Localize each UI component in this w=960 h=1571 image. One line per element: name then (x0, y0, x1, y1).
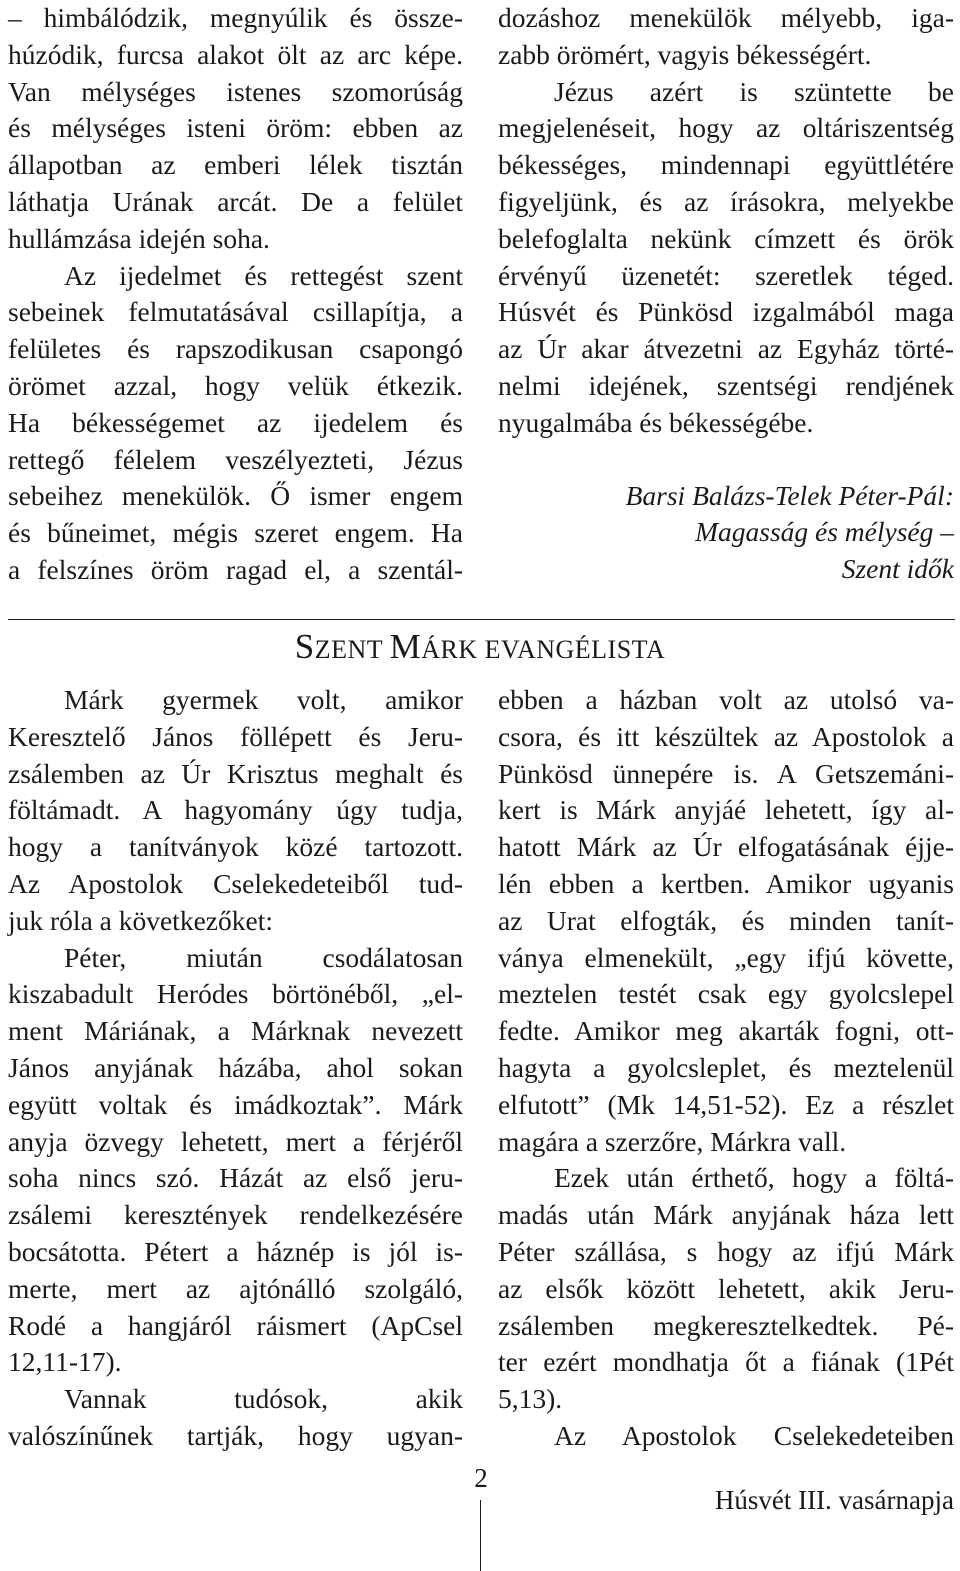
text-line: Jézus azért is szüntette be (554, 75, 954, 107)
text-line: csora, és itt készültek az Apostolok a (498, 720, 954, 752)
text-line: Rodé a hangjáról ráismert (ApCsel (8, 1309, 463, 1341)
text-line: az elsők között lehetett, akik Jeru- (498, 1272, 954, 1304)
attribution-author: Barsi Balázs-Telek Péter-Pál: (625, 479, 954, 511)
section-divider (8, 619, 955, 620)
text-line: anyja özvegy lehetett, mert a férjéről (8, 1125, 463, 1157)
text-line: az Urat elfogták, és minden tanít- (498, 904, 954, 936)
text-line: megjelenéseit, hogy az oltáriszentség (498, 112, 954, 144)
text-line: rettegő félelem veszélyezteti, Jézus (8, 443, 463, 475)
text-line: húzódik, furcsa alakot ölt az arc képe. (8, 38, 463, 70)
text-line: – himbálódzik, megnyúlik és össze- (8, 2, 463, 33)
text-line: nelmi idejének, szentségi rendjének (498, 369, 954, 401)
text-line: Pünkösd ünnepére is. A Getszemáni- (498, 757, 954, 789)
text-line: Keresztelő János föllépett és Jeru- (8, 720, 463, 752)
running-footer: Húsvét III. vasárnapja (714, 1485, 954, 1515)
section-title (0, 625, 960, 672)
column-bottom-left (8, 682, 463, 1455)
text-line: és bűneimet, mégis szeret engem. Ha (8, 517, 463, 549)
text-line: föltámadt. A hagyomány úgy tudja, (8, 794, 463, 826)
text-line: dozáshoz menekülök mélyebb, iga- (498, 2, 954, 33)
text-line: Ha békességemet az ijedelem és (8, 406, 463, 438)
text-line: Márk gyermek volt, amikor (64, 684, 463, 715)
section-title-initial: M (389, 627, 422, 666)
text-line: Péter, miután csodálatosan (64, 941, 463, 973)
text-line: madás után Márk anyjának háza lett (498, 1199, 954, 1231)
text-line: ebben a házban volt az utolsó va- (498, 684, 954, 715)
text-line: a felszínes öröm ragad el, a szentál- (8, 553, 463, 585)
text-line: nyugalmába és békességébe. (498, 406, 814, 438)
text-line: bocsátotta. Pétert a háznép is jól is- (8, 1235, 463, 1267)
text-line: lén ebben a kertben. Amikor ugyanis (498, 867, 954, 899)
text-line: sebeihez menekülök. Ő ismer engem (8, 480, 463, 512)
text-line: láthatja Urának arcát. De a felület (8, 185, 463, 217)
text-line: Ezek után érthető, hogy a föltá- (554, 1162, 954, 1194)
text-line: hogy a tanítványok közé tartozott. (8, 831, 463, 863)
text-line: ványa elmenekült, „egy ifjú követte, (498, 941, 954, 973)
text-line: felületes és rapszodikusan csapongó (8, 333, 463, 365)
text-line: János anyjának házába, ahol sokan (8, 1051, 463, 1083)
section-title-initial: S (294, 627, 315, 666)
text-line: kiszabadult Heródes börtönéből, „el- (8, 978, 463, 1010)
text-line: fedte. Amikor meg akarták fogni, ott- (498, 1015, 954, 1047)
text-line: állapotban az emberi lélek tisztán (8, 149, 463, 181)
text-line: békességes, mindennapi együttlétére (498, 149, 954, 181)
text-line: merte, mert az ajtónálló szolgáló, (8, 1272, 463, 1304)
text-line: Van mélységes istenes szomorúság (8, 75, 463, 107)
section-title-rest: ZENT (314, 635, 390, 664)
text-line: hagyta a gyolcsleplet, és meztelenül (498, 1051, 954, 1083)
text-line: elfutott” (Mk 14,51-52). Ez a részlet (498, 1088, 954, 1120)
text-line: meztelen testét csak egy gyolcslepel (498, 978, 954, 1010)
text-line: együtt voltak és imádkoztak”. Márk (8, 1088, 463, 1120)
text-line: ment Máriának, a Márknak nevezett (8, 1015, 463, 1047)
text-line: és mélységes isteni öröm: ebben az (8, 112, 463, 144)
text-line: zabb örömért, vagyis békességért. (498, 38, 872, 70)
text-line: ter ezért mondhatja őt a fiának (1Pét (498, 1346, 954, 1378)
text-line: magára a szerzőre, Márkra vall. (498, 1125, 847, 1157)
text-line: zsálemben megkeresztelkedtek. Pé- (498, 1309, 954, 1341)
text-line: örömet azzal, hogy velük étkezik. (8, 369, 463, 401)
text-line: Az Apostolok Cselekedeteiben (554, 1419, 954, 1451)
text-line: juk róla a következőket: (8, 904, 273, 936)
text-line: Az Apostolok Cselekedeteiből tud- (8, 867, 463, 899)
text-line: zsálemi keresztények rendelkezésére (8, 1199, 463, 1231)
text-line: hatott Márk az Úr elfogatásának éjje- (498, 831, 954, 863)
text-line: zsálemben az Úr Krisztus meghalt és (8, 757, 463, 789)
attribution-title: Magasság és mélység – (695, 516, 954, 548)
column-top-left (8, 0, 463, 589)
text-line: valószínűnek tartják, hogy ugyan- (8, 1419, 463, 1451)
attribution-book: Szent idők (841, 553, 954, 585)
text-line: 5,13). (498, 1383, 563, 1415)
column-top-right (498, 0, 954, 588)
footer-divider (480, 1500, 481, 1571)
text-line: Az ijedelmet és rettegést szent (64, 259, 463, 291)
text-line: Vannak tudósok, akik (64, 1383, 463, 1415)
text-line: érvényű üzenetét: szeretlek téged. (498, 259, 954, 291)
text-line: belefoglalta nekünk címzett és örök (498, 222, 954, 254)
text-line: figyeljünk, és az írásokra, melyekbe (498, 185, 954, 217)
section-title-rest: ÁRK EVANGÉLISTA (421, 635, 666, 664)
text-line: az Úr akar átvezetni az Egyház törté- (498, 333, 954, 365)
column-bottom-right (498, 682, 954, 1455)
text-line: 12,11-17). (8, 1346, 122, 1378)
text-line: hullámzása idején soha. (8, 222, 270, 254)
text-line: sebeinek felmutatásával csillapítja, a (8, 296, 463, 328)
text-line: soha nincs szó. Házát az első jeru- (8, 1162, 463, 1194)
text-line: Péter szállása, s hogy az ifjú Márk (498, 1235, 954, 1267)
page-number: 2 (474, 1463, 488, 1493)
text-line: Húsvét és Pünkösd izgalmából maga (498, 296, 954, 328)
text-line: kert is Márk anyjáé lehetett, így al- (498, 794, 954, 826)
